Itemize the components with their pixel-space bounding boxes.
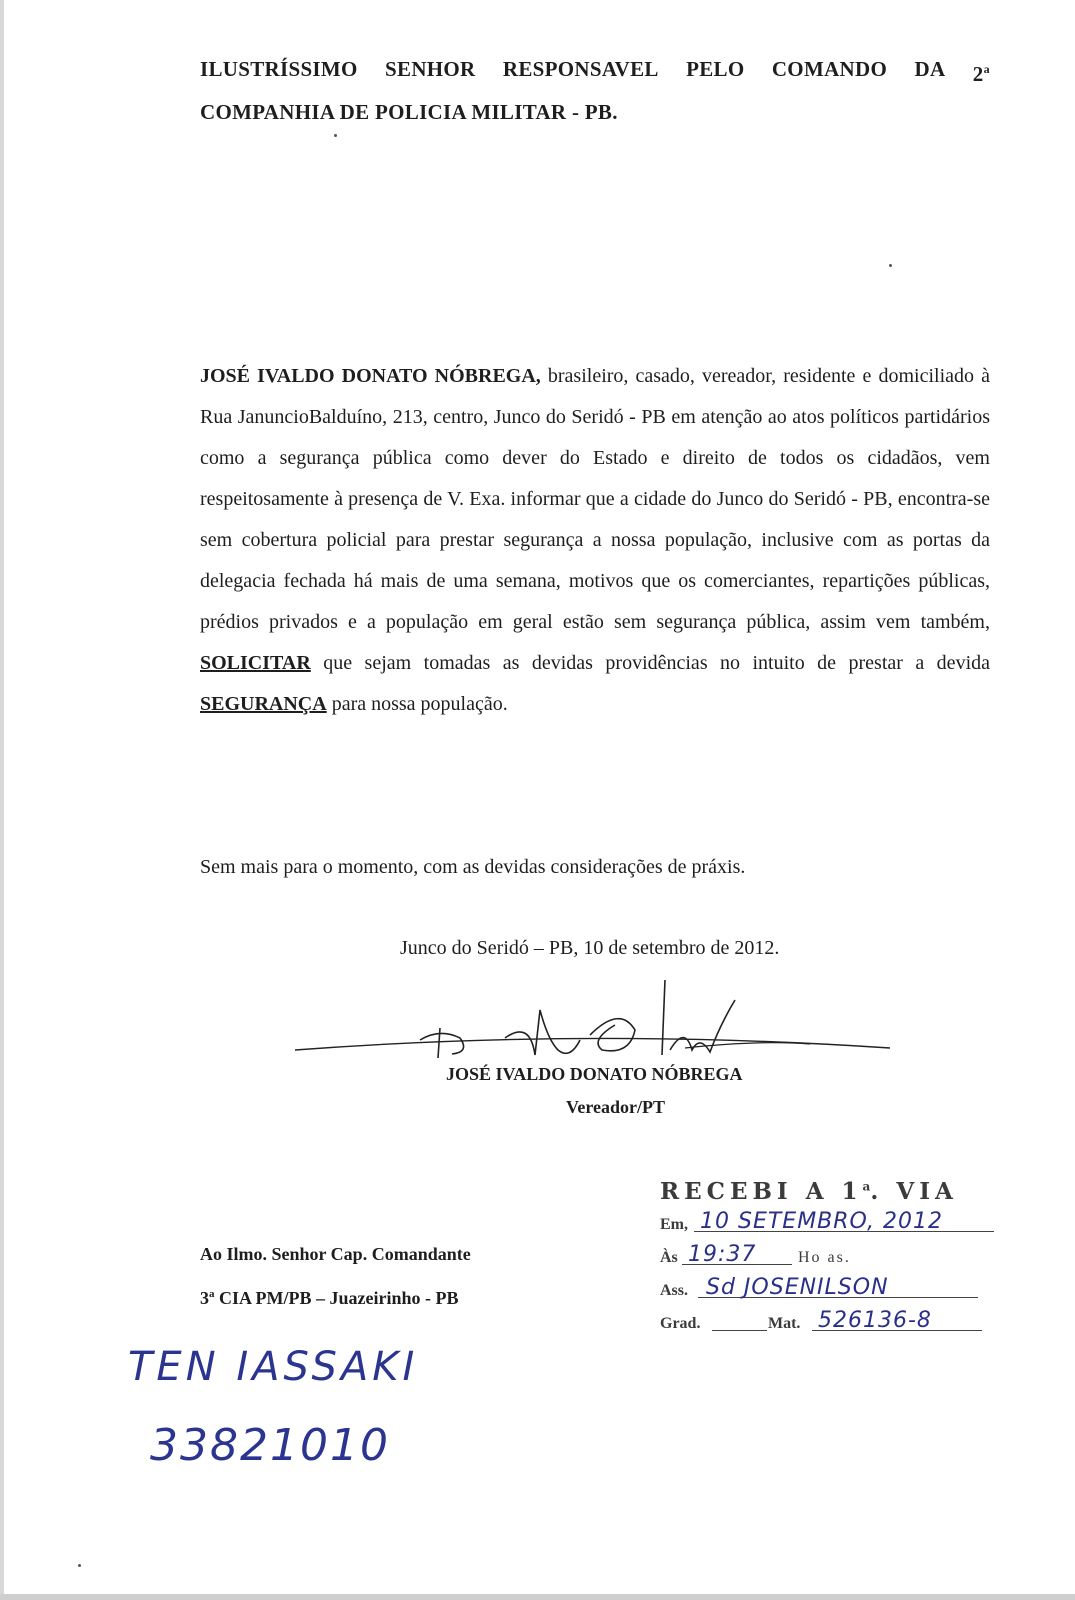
header-word: COMANDO [771, 57, 888, 81]
stamp-em-label: Em, [660, 1216, 688, 1233]
stamp-time-handwritten: 19:37 [688, 1242, 757, 1267]
addressee-line-1: Ao Ilmo. Senhor Cap. Comandante [200, 1244, 471, 1264]
stamp-mat-handwritten: 526136-8 [818, 1308, 932, 1333]
signature-scribble [290, 980, 920, 1110]
addressee-line-2: 3$^a$ CIA PM/PB – Juazeirinho - PB [200, 1288, 459, 1308]
stamp-row-date [660, 1205, 1010, 1238]
signer-name: JOSÉ IVALDO DONATO NÓBREGA [446, 1064, 743, 1084]
stamp-ass-handwritten: Sd JOSENILSON [706, 1275, 889, 1300]
seguranca-emphasis: SEGURANÇA [200, 693, 327, 715]
handwritten-name: TEN IASSAKI [128, 1344, 419, 1390]
header-word: ILUSTRÍSSIMO [200, 57, 358, 81]
stamp-line [712, 1330, 767, 1331]
scan-speck [334, 134, 337, 137]
stamp-mat-label: Mat. [768, 1315, 801, 1332]
stamp-title: RECEBI A 1$^a$. VIA [660, 1178, 958, 1205]
stamp-grad-label: Grad. [660, 1315, 701, 1332]
body-paragraph [200, 356, 990, 725]
header-word-ordinal: 2$^a$ [972, 62, 990, 86]
stamp-horas-label: Ho as. [798, 1249, 851, 1266]
addressee-block [200, 1234, 471, 1318]
signer-role: Vereador/PT [566, 1097, 665, 1117]
header-word: SENHOR [385, 57, 476, 81]
scan-speck [889, 264, 892, 267]
stamp-row-time [660, 1238, 1010, 1271]
header-word: DA [914, 57, 946, 81]
scan-edge-left [0, 0, 4, 1600]
body-text-3: para nossa população. [326, 693, 508, 715]
header-word: PELO [686, 57, 745, 81]
header-line-2: COMPANHIA DE POLICIA MILITAR - PB. [200, 100, 618, 124]
stamp-ass-label: Ass. [660, 1282, 689, 1299]
body-text-2: que sejam tomadas as devidas providências no intuito de prestar a devida [310, 652, 990, 674]
stamp-date-handwritten: 10 SETEMBRO, 2012 [700, 1209, 943, 1234]
header-line-1 [200, 50, 990, 93]
closing-line: Sem mais para o momento, com as devidas considerações de práxis. [200, 856, 746, 878]
solicitar-emphasis: SOLICITAR [200, 652, 311, 674]
receipt-stamp [660, 1178, 1010, 1337]
scan-speck [78, 1564, 81, 1567]
header-word: RESPONSAVEL [502, 57, 659, 81]
body-text-1: brasileiro, casado, vereador, residente e domiciliado à Rua JanuncioBalduíno, 213, centro, Junco do Seridó - PB em atenção ao atos políticos partidários como a segurança pública como dever do Estado e direito de todos os cidadãos, vem respeitosamente à presença de V. Exa. informar que a cidade do Junco do Seridó - PB, encontra-se sem cobertura policial para prestar segurança a nossa população, inclusive com as portas da delegacia fechada há mais de uma semana, motivos que os comerciantes, repartições públicas, prédios privados e a população em geral estão sem segurança pública, assim vem também, [200, 365, 991, 633]
stamp-as-label: Às [660, 1249, 678, 1266]
letter-header [200, 50, 990, 131]
date-line: Junco do Seridó – PB, 10 de setembro de 2012. [400, 937, 780, 959]
scan-edge-bottom [0, 1594, 1075, 1600]
petitioner-name: JOSÉ IVALDO DONATO NÓBREGA, [200, 365, 541, 387]
handwritten-phone: 33821010 [150, 1420, 390, 1471]
stamp-row-grad-mat [660, 1304, 1010, 1337]
stamp-row-signature [660, 1271, 1010, 1304]
